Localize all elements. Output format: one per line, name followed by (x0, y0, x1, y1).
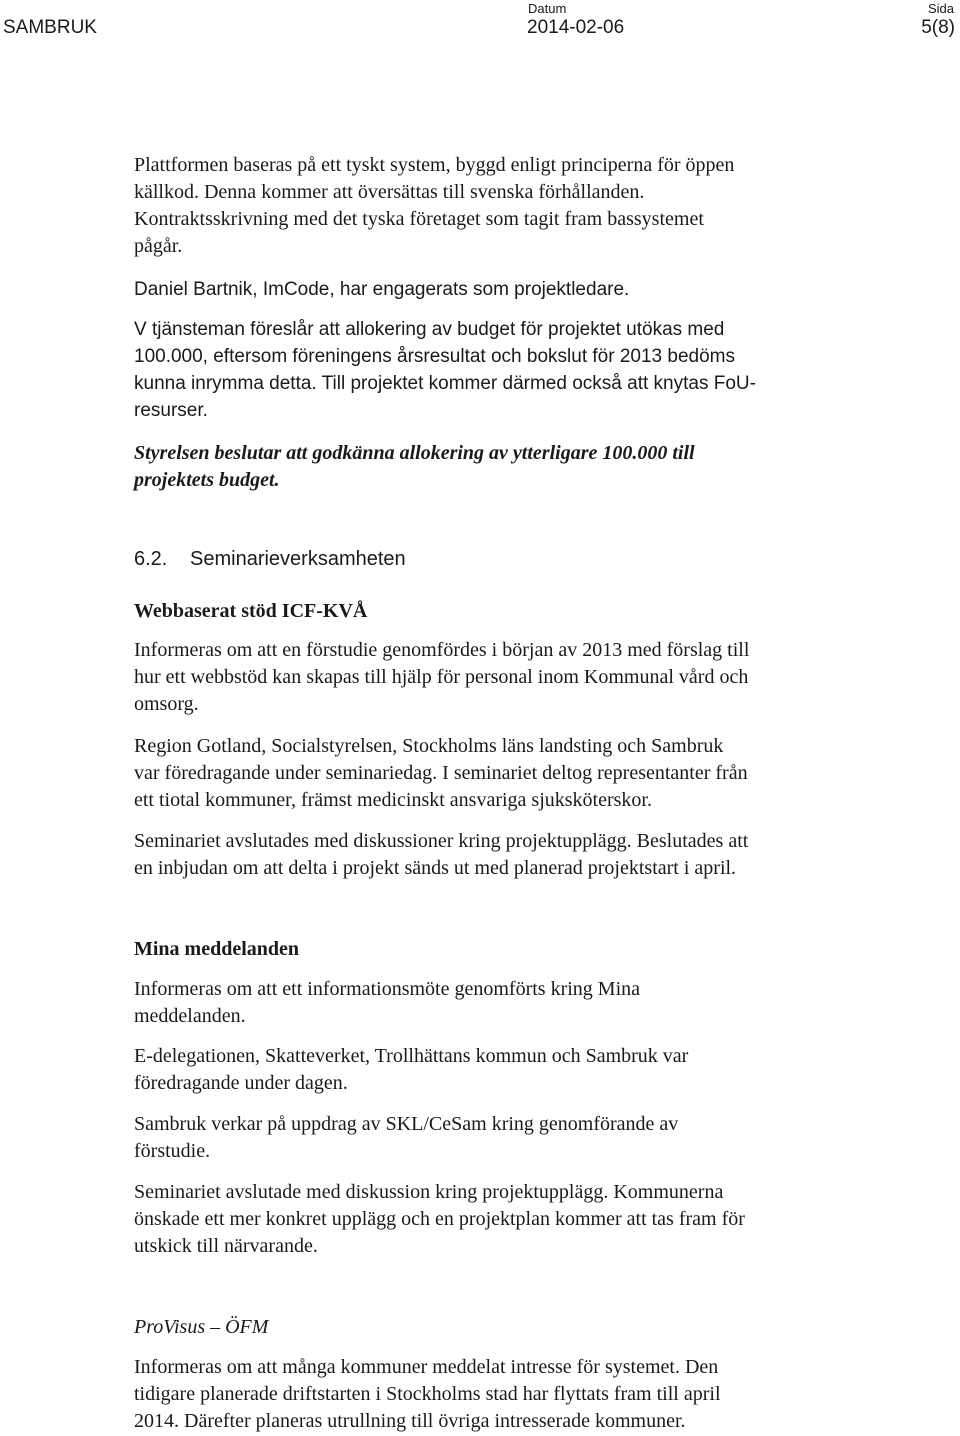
text-line: meddelanden. (134, 1005, 246, 1027)
section-title: Seminarieverksamheten (190, 548, 406, 570)
text-line: utskick till närvarande. (134, 1235, 318, 1257)
mina-heading: Mina meddelanden (134, 938, 300, 960)
text-line: Sambruk verkar på uppdrag av SKL/CeSam kring genomförande av (134, 1113, 679, 1135)
icf-paragraph-2 (134, 733, 934, 814)
mina-paragraph-4 (134, 1179, 934, 1260)
icf-paragraph-1 (134, 637, 934, 718)
text-line: källkod. Denna kommer att översättas till svenska förhållanden. (134, 181, 645, 203)
date-label: Datum (528, 1, 567, 16)
text-line: Plattformen baseras på ett tyskt system, byggd enligt principerna för öppen (134, 154, 735, 176)
text-line: Informeras om att ett informationsmöte genomförts kring Mina (134, 978, 640, 1000)
text-line: pågår. (134, 235, 183, 257)
text-line: Region Gotland, Socialstyrelsen, Stockholms läns landsting och Sambruk (134, 735, 724, 757)
text-line: Kontraktsskrivning med det tyska företaget som tagit fram bassystemet (134, 208, 704, 230)
text-line: förstudie. (134, 1140, 211, 1162)
organization-name: SAMBRUK (3, 17, 97, 38)
text-line: resurser. (134, 400, 208, 421)
platform-paragraph (134, 152, 934, 260)
text-line: var föredragande under seminariedag. I seminariet deltog representanter från (134, 762, 748, 784)
text-line: hur ett webbstöd kan skapas till hjälp för personal inom Kommunal vård och (134, 666, 749, 688)
text-line: önskade ett mer konkret upplägg och en projektplan kommer att tas fram för (134, 1208, 745, 1230)
text-line: Informeras om att en förstudie genomfördes i början av 2013 med förslag till (134, 639, 750, 661)
text-line: föredragande under dagen. (134, 1072, 348, 1094)
icf-paragraph-3 (134, 828, 934, 882)
section-number: 6.2. (134, 548, 168, 570)
mina-paragraph-1 (134, 976, 934, 1030)
text-line: Styrelsen beslutar att godkänna allokering av ytterligare 100.000 till (134, 442, 695, 464)
page-header (0, 0, 960, 44)
provisus-heading: ProVisus – ÖFM (134, 1316, 269, 1338)
text-line: Seminariet avslutade med diskussion kring projektupplägg. Kommunerna (134, 1181, 724, 1203)
text-line: 2014. Därefter planeras utrullning till övriga intresserade kommuner. (134, 1410, 686, 1432)
text-line: en inbjudan om att delta i projekt sänds ut med planerad projektstart i april. (134, 857, 737, 879)
page-label: Sida (927, 1, 954, 16)
text-line: E-delegationen, Skatteverket, Trollhättans kommun och Sambruk var (134, 1045, 689, 1067)
text-line: Daniel Bartnik, ImCode, har engagerats som projektledare. (134, 279, 630, 300)
text-line: kunna inrymma detta. Till projektet kommer därmed också att knytas FoU- (134, 373, 756, 394)
text-line: V tjänsteman föreslår att allokering av budget för projektet utökas med (134, 319, 725, 340)
text-line: 100.000, eftersom föreningens årsresultat och bokslut för 2013 bedöms (134, 346, 735, 367)
decision-paragraph (134, 440, 934, 494)
section-heading (134, 546, 934, 573)
icf-heading: Webbaserat stöd ICF-KVÅ (134, 600, 368, 622)
project-leader-paragraph (134, 276, 934, 303)
mina-paragraph-3 (134, 1111, 934, 1165)
text-line: Informeras om att många kommuner meddelat intresse för systemet. Den (134, 1356, 719, 1378)
document-date: 2014-02-06 (527, 17, 625, 38)
text-line: projektets budget. (134, 469, 280, 491)
provisus-paragraph-1 (134, 1354, 934, 1435)
mina-paragraph-2 (134, 1043, 934, 1097)
budget-paragraph (134, 316, 934, 424)
page-number: 5(8) (921, 17, 955, 38)
text-line: Seminariet avslutades med diskussioner kring projektupplägg. Beslutades att (134, 830, 749, 852)
text-line: ett tiotal kommuner, främst medicinskt ansvariga sjuksköterskor. (134, 789, 652, 811)
text-line: omsorg. (134, 693, 199, 715)
text-line: tidigare planerade driftstarten i Stockholms stad har flyttats fram till april (134, 1383, 721, 1405)
